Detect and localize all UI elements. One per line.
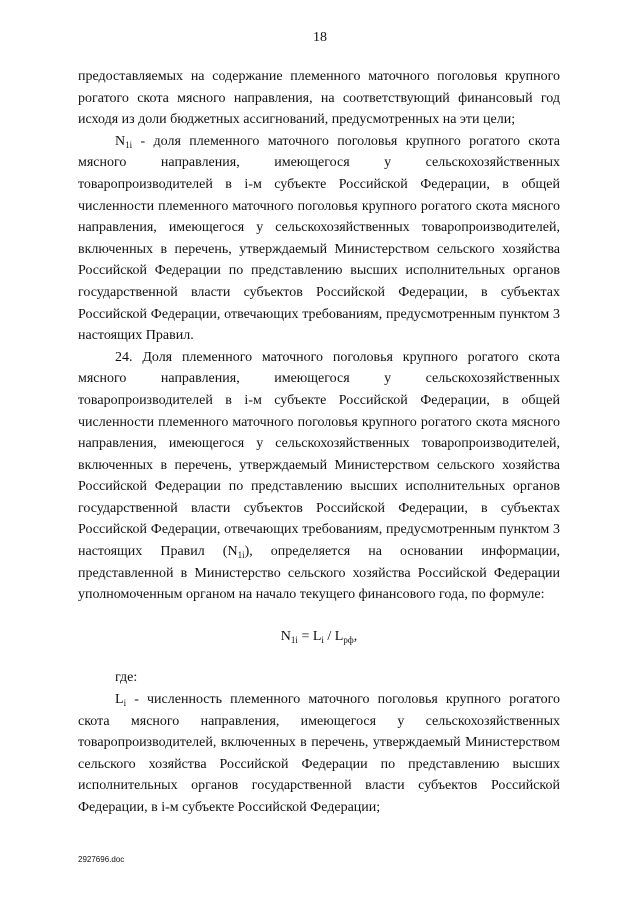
symbol-subscript: 1i [237, 550, 245, 561]
symbol-subscript: 1i [125, 139, 133, 150]
paragraph-24-text-a: 24. Доля племенного маточного поголовья крупного рогатого скота мясного направления, имеющегося у сельскохозяйственных товаропроизводителей в i-м субъекте Российской Федерации, в общей численности племенного маточного поголовья крупного рогатого скота мясного направления, имеющегося у сельскохозяйственных товаропроизводителей, включенных в перечень, утверждаемый Министерством сельского хозяйства Российской Федерации по представлению высших исполнительных органов государственной власти субъектов Российской Федерации, в субъектах Российской Федерации, отвечающих требованиям, предусмотренным пунктом 3 настоящих Правил (N [78, 349, 560, 560]
symbol-n: N [115, 133, 126, 149]
paragraph-n1i-definition [78, 131, 560, 347]
symbol-subscript: i [123, 698, 127, 709]
footer-filename: 2927696.doc [78, 855, 125, 864]
paragraph-continuation: предоставляемых на содержание племенного маточного поголовья крупного рогатого скота мясного направления, на соответствующий финансовый год исходя из доли бюджетных ассигнований, предусмотренных на эти цели; [78, 69, 560, 128]
paragraph-li-definition [78, 689, 560, 819]
formula: $N_{1i} = L_i / L_{рф}$, [280, 628, 358, 645]
paragraph-24 [78, 347, 560, 606]
page-number: 18 [313, 30, 327, 45]
definition-text: - доля племенного маточного поголовья крупного рогатого скота мясного направления, имеющегося у сельскохозяйственных товаропроизводителей в i-м субъекте Российской Федерации, в общей численности племенного маточного поголовья крупного рогатого скота мясного направления, имеющегося у сельскохозяйственных товаропроизводителей, включенных в перечень, утверждаемый Министерством сельского хозяйства Российской Федерации по представлению высших исполнительных органов государственной власти субъектов Российской Федерации, в субъектах Российской Федерации, отвечающих требованиям, предусмотренным пунктом 3 настоящих Правил. [78, 133, 560, 344]
document-body [78, 66, 560, 819]
paragraph-24-text-b: ), определяется на основании информации, представленной в Министерство сельского хозяйства Российской Федерации уполномоченным органом на начало текущего финансового года, по формуле: [78, 544, 561, 603]
symbol-l: L [115, 692, 124, 708]
definition-text: - численность племенного маточного поголовья крупного рогатого скота мясного направления, имеющегося у сельскохозяйственных товаропроизводителей, включенных в перечень, утверждаемый Министерством сельского хозяйства Российской Федерации по представлению высших исполнительных органов государственной власти субъектов Российской Федерации, в i-м субъекте Российской Федерации; [78, 692, 560, 815]
where-label: где: [115, 670, 138, 686]
